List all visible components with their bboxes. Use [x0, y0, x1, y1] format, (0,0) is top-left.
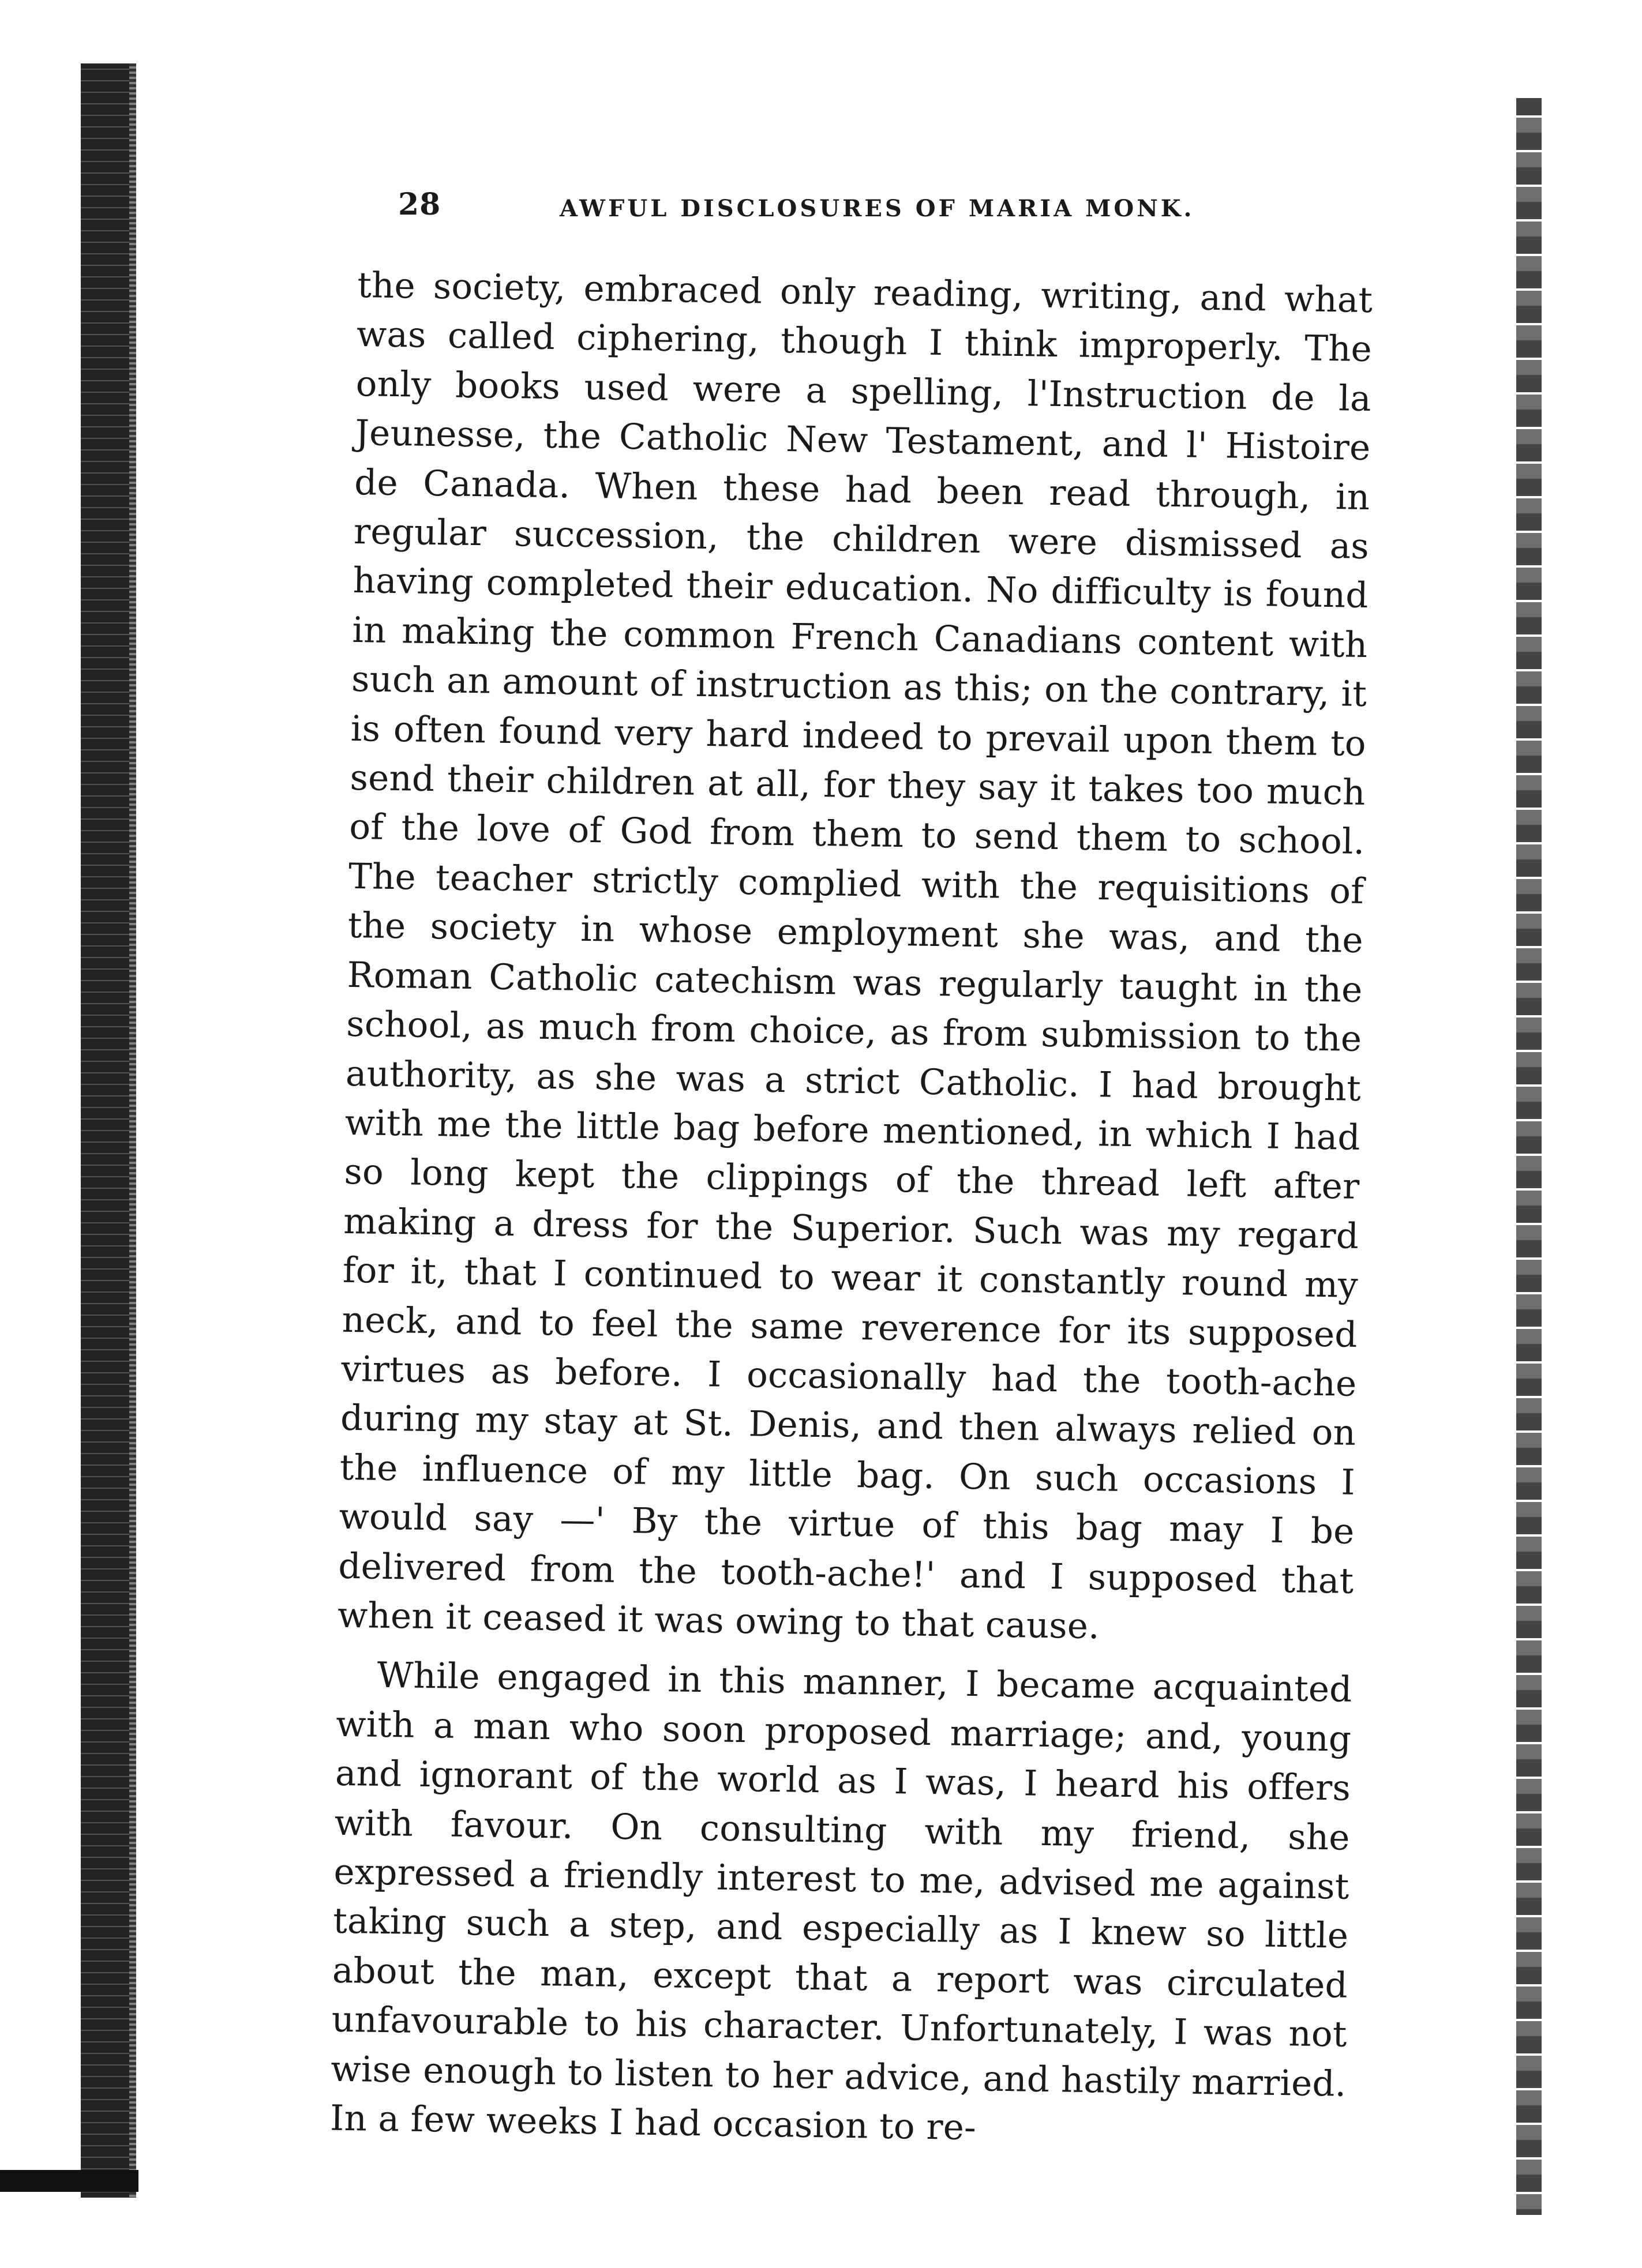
- scan-binding-edge-base: [0, 2170, 138, 2192]
- scan-page-edge-right: [1516, 98, 1542, 2215]
- body-text: [330, 261, 1373, 2158]
- page-number: 28: [398, 187, 441, 222]
- page-header: [398, 182, 1379, 234]
- running-head: AWFUL DISCLOSURES OF MARIA MONK.: [560, 195, 1195, 222]
- scan-binding-edge-left: [81, 63, 134, 2198]
- paragraph-2: While engaged in this manner, I became acquainted with a man who soon proposed marriage; and, young and ignorant of the world as I was, I heard his offers with favour. On consulting with my friend, she expressed a friendly interest to me, advised me against taking such a step, and especially as I knew so little about the man, except that a report was circulated unfavourable to his character. Unfortunately, I was not wise enough to listen to her advice, and hastily married. In a few weeks I had occasion to re-: [329, 1655, 1352, 2149]
- paragraph-1: the society, embraced only reading, writing, and what was called ciphering, though I think improperly. The only books used were a spelling, l'Instruction de la Jeunesse, the Catholic New Testament, and l' Histoire de Canada. When these had been read through, in regular succession, the children were dismissed as having completed their education. No difficulty is found in making the common French Canadians content with such an amount of instruction as this; on the contrary, it is often found very hard indeed to prevail upon them to send their children at all, for they say it takes too much of the love of God from them to send them to school. The teacher strictly complied with the requisitions of the society in whose employment she was, and the Roman Catholic catechism was regularly taught in the school, as much from choice, as from submission to the authority, as she was a strict Catholic. I had brought with me the little bag before mentioned, in which I had so long kept the clippings of the thread left after making a dress for the Superior. Such was my regard for it, that I continued to wear it constantly round my neck, and to feel the same reverence for its supposed virtues as before. I occasionally had the tooth-ache during my stay at St. Denis, and then always relied on the influence of my little bag. On such occasions I would say —' By the virtue of this bag may I be delivered from the tooth-ache!' and I supposed that when it ceased it was owing to that cause.: [337, 264, 1373, 1647]
